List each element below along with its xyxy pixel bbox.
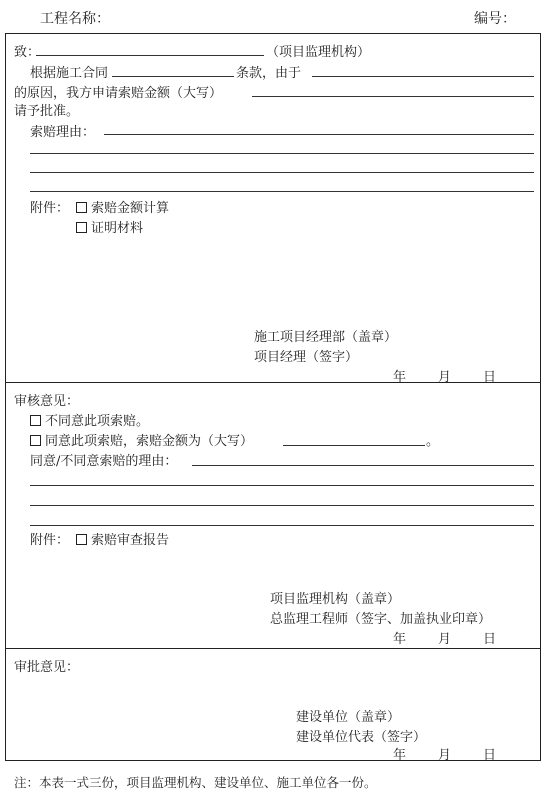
checkbox[interactable] (76, 534, 87, 545)
attachment-item[interactable] (76, 217, 143, 236)
claim-reason-line[interactable] (30, 172, 534, 173)
date-day: 日 (483, 748, 497, 763)
attachments-label: 附件： (30, 201, 70, 216)
date-year: 年 (393, 632, 407, 647)
claim-reason-label: 索赔理由： (30, 125, 96, 140)
checkbox[interactable] (76, 222, 87, 233)
project-name-label: 工程名称： (40, 11, 110, 27)
approve-text: 请予批准。 (14, 104, 80, 119)
claim-amount-field[interactable] (252, 96, 534, 97)
option-agree[interactable] (30, 430, 253, 449)
supervisor-org-seal: 项目监理机构（盖章） (270, 592, 401, 607)
reason-text: 的原因，我方申请索赔金额（大写） (14, 86, 223, 101)
date-month: 月 (438, 370, 452, 385)
supervisor-org-suffix: （项目监理机构） (266, 45, 371, 60)
date-month: 月 (438, 748, 452, 763)
attachment-label: 索赔审查报告 (91, 533, 170, 548)
contractor-dept-seal: 施工项目经理部（盖章） (254, 330, 398, 345)
review-reason-line[interactable] (192, 465, 534, 466)
claim-reason-line[interactable] (30, 191, 534, 192)
checkbox[interactable] (30, 435, 41, 446)
checkbox[interactable] (76, 202, 87, 213)
contract-clause-field[interactable] (112, 76, 234, 77)
cause-field[interactable] (312, 76, 534, 77)
claim-reason-line[interactable] (104, 134, 534, 135)
claim-form (5, 33, 541, 761)
approved-amount-field[interactable] (283, 445, 425, 446)
option-label: 同意此项索赔，索赔金额为（大写） (45, 434, 254, 449)
review-reason-line[interactable] (30, 525, 534, 526)
date-day: 日 (483, 370, 497, 385)
option-label: 不同意此项索赔。 (45, 414, 150, 429)
review-reason-line[interactable] (30, 485, 534, 486)
review-title: 审核意见： (14, 394, 80, 409)
owner-rep-signature: 建设单位代表（签字） (296, 730, 427, 745)
review-attachments-label: 附件： (30, 533, 70, 548)
attachment-item[interactable] (76, 197, 169, 216)
date-day: 日 (483, 632, 497, 647)
claim-reason-line[interactable] (30, 153, 534, 154)
option-disagree[interactable] (30, 410, 149, 429)
date-month: 月 (438, 632, 452, 647)
footer-note: 注：本表一式三份，项目监理机构、建设单位、施工单位各一份。 (14, 775, 377, 790)
approval-title: 审批意见： (14, 660, 80, 675)
contract-prefix: 根据施工合同 (30, 66, 109, 81)
section-divider (6, 648, 540, 649)
supervisor-org-field[interactable] (36, 55, 264, 56)
date-year: 年 (393, 370, 407, 385)
clause-text: 条款，由于 (236, 66, 302, 81)
date-year: 年 (393, 748, 407, 763)
chief-engineer-signature: 总监理工程师（签字、加盖执业印章） (270, 612, 492, 627)
agree-end: 。 (426, 434, 440, 449)
review-attachment-item[interactable] (76, 529, 169, 548)
to-label: 致： (14, 45, 41, 60)
project-manager-signature: 项目经理（签字） (254, 350, 359, 365)
review-reason-line[interactable] (30, 505, 534, 506)
form-number-label: 编号： (474, 11, 516, 27)
attachment-label: 索赔金额计算 (91, 201, 170, 216)
section-divider (6, 382, 540, 383)
attachment-label: 证明材料 (91, 221, 144, 236)
checkbox[interactable] (30, 415, 41, 426)
owner-unit-seal: 建设单位（盖章） (296, 710, 401, 725)
review-reason-label: 同意/不同意索赔的理由： (30, 454, 178, 469)
